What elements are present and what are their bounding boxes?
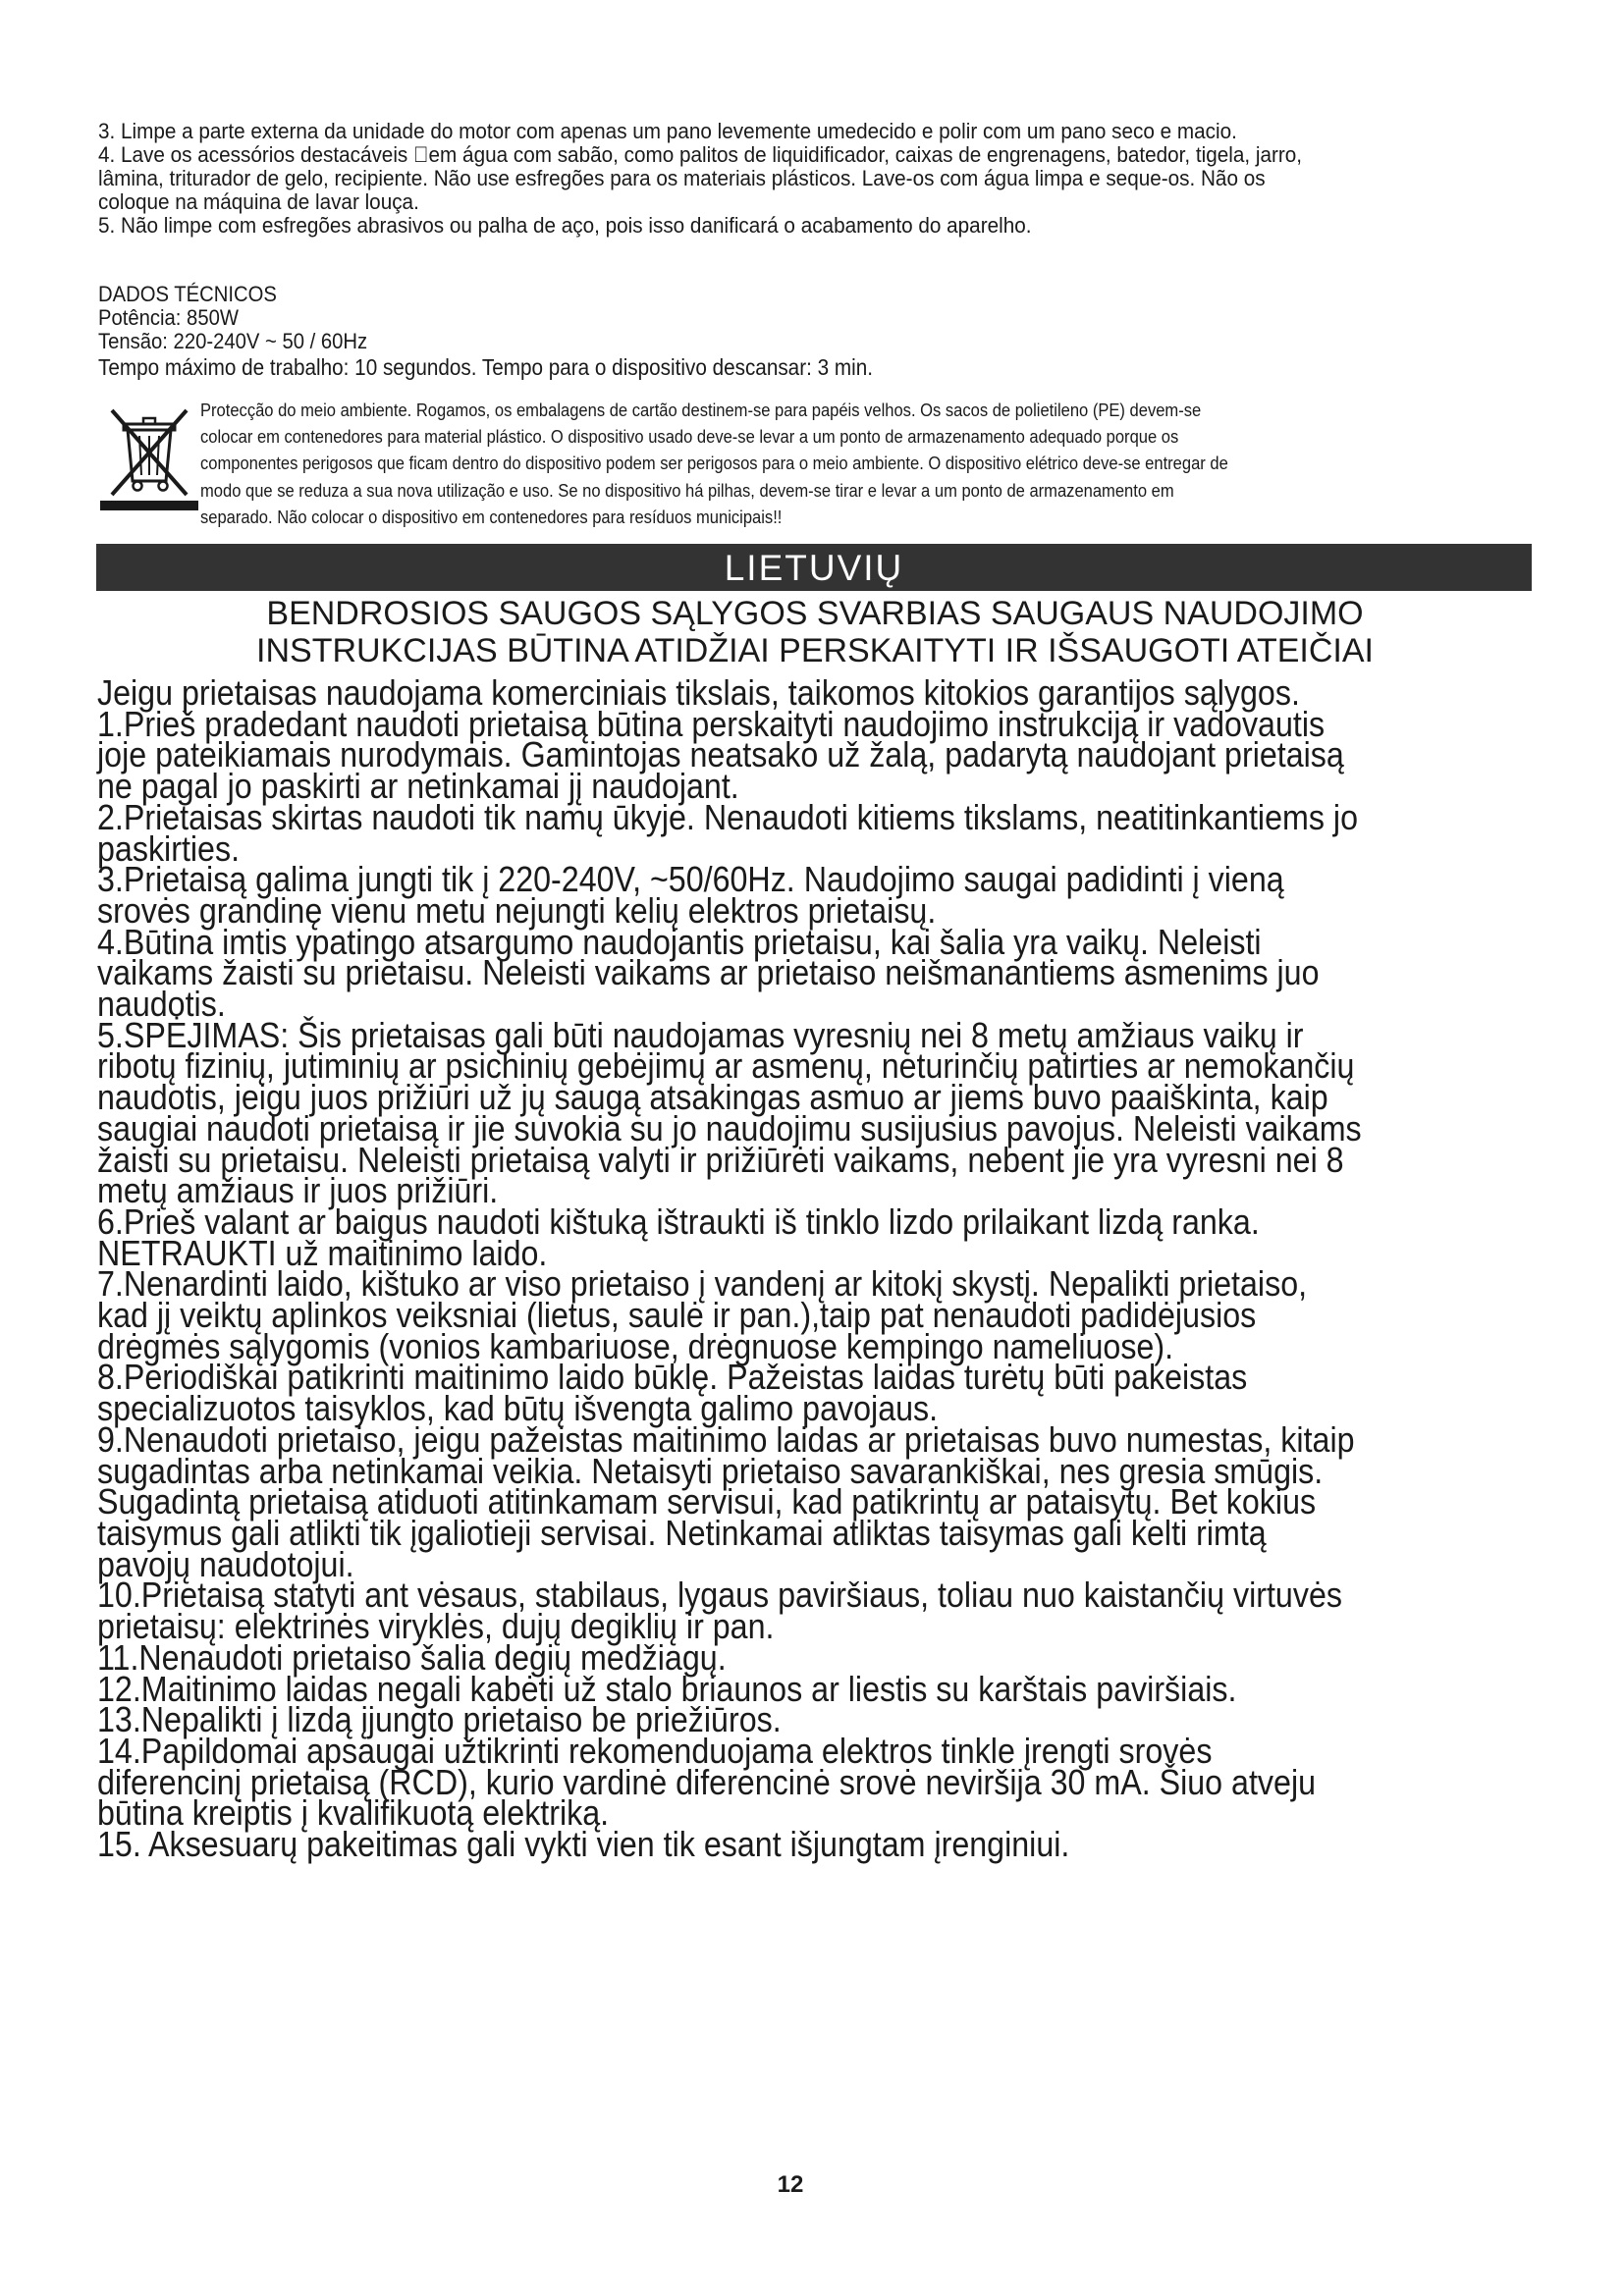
lt-line: pavojų naudotojui. — [97, 1543, 354, 1584]
lt-line: 8.Periodiškai patikrinti maitinimo laido būklę. Pažeistas laidas turėtų būti pakeistas — [97, 1357, 1248, 1398]
lt-line: 2.Prietaisas skirtas naudoti tik namų ūkyje. Nenaudoti kitiems tikslams, neatitinkantiems jo — [97, 796, 1358, 837]
language-banner-label: LIETUVIŲ — [724, 548, 904, 588]
lt-line: naudotis, jeigu juos prižiūri už jų saugą atsakingas asmuo ar jiems buvo paaiškinta, kaip — [97, 1077, 1328, 1118]
lt-line: žaisti su prietaisu. Neleisti prietaisą valyti ir prižiūrėti vaikams, nebent jie yra vyresni nei 8 — [97, 1139, 1344, 1180]
lt-line: ribotų fizinių, jutiminių ar psichinių gebėjimų ar asmenų, neturinčių patirties ar nemokančių — [97, 1045, 1355, 1087]
tech-work-time: Tempo máximo de trabalho: 10 segundos. Tempo para o dispositivo descansar: 3 min. — [98, 354, 873, 380]
lt-line: būtina kreiptis į kvalifikuotą elektriką. — [97, 1792, 610, 1834]
lt-line: kad jį veiktų aplinkos veiksniai (lietus, saulė ir pan.),taip pat nenaudoti padidėjusios — [97, 1295, 1257, 1336]
tech-voltage: Tensão: 220-240V ~ 50 / 60Hz — [98, 329, 368, 353]
lt-line: Jeigu prietaisas naudojama komerciniais tikslais, taikomos kitokios garantijos sąlygos. — [97, 672, 1300, 713]
lt-line: 4.Būtina imtis ypatingo atsargumo naudojantis prietaisu, kai šalia yra vaikų. Neleisti — [97, 921, 1262, 962]
technical-data-section — [98, 283, 1388, 379]
lt-line: ne pagal jo paskirti ar netinkamai jį naudojant. — [97, 766, 739, 807]
lt-line: joje pateikiamais nurodymais. Gamintojas neatsako už žalą, padarytą naudojant prietaisą — [97, 734, 1344, 775]
environment-notice-text — [200, 397, 1493, 530]
lt-line: 7.Nenardinti laido, kištuko ar viso prietaiso į vandenį ar kitokį skystį. Nepalikti prietaiso, — [97, 1263, 1308, 1305]
lt-line: 3.Prietaisą galima jungti tik į 220-240V, ~50/60Hz. Naudojimo saugai padidinti į vieną — [97, 859, 1284, 900]
tech-power: Potência: 850W — [98, 305, 239, 330]
env-line: modo que se reduza a sua nova utilização e uso. Se no dispositivo há pilhas, devem-se tirar e levar a um ponto de armazenamento em — [200, 479, 1174, 501]
crossed-out-wheelie-bin-icon — [98, 397, 200, 512]
env-line: Protecção do meio ambiente. Rogamos, os embalagens de cartão destinem-se para papéis velhos. Os sacos de polietileno (PE) devem-se — [200, 400, 1202, 420]
pt-care-line: lâmina, triturador de gelo, recipiente. Não use esfregões para os materiais plásticos. Lave-os com água limpa e seque-os. Não os — [98, 166, 1266, 190]
pt-care-line: 5. Não limpe com esfregões abrasivos ou palha de aço, pois isso danificará o acabamento do aparelho. — [98, 213, 1032, 238]
language-banner — [96, 544, 1532, 591]
lt-line: specializuotos taisyklos, kad būtų išvengta galimo pavojaus. — [97, 1388, 939, 1429]
lt-line: 11.Nenaudoti prietaiso šalia degių medžiagų. — [97, 1636, 727, 1678]
lt-heading-line: INSTRUKCIJAS BŪTINA ATIDŽIAI PERSKAITYTI IR IŠSAUGOTI ATEIČIAI — [256, 632, 1374, 669]
lt-line: metų amžiaus ir juos prižiūri. — [97, 1170, 499, 1211]
lt-line: 14.Papildomai apsaugai užtikrinti rekomenduojama elektros tinkle įrengti srovės — [97, 1730, 1213, 1771]
lt-line: 15. Aksesuarų pakeitimas gali vykti vien tik esant išjungtam įrenginiui. — [97, 1824, 1070, 1865]
lt-line: 6.Prieš valant ar baigus naudoti kištuką ištraukti iš tinklo lizdo prilaikant lizdą ranka. — [97, 1201, 1260, 1242]
lt-line: 1.Prieš pradedant naudoti prietaisą būtina perskaityti naudojimo instrukciją ir vadovautis — [97, 703, 1326, 744]
lt-heading-line: BENDROSIOS SAUGOS SĄLYGOS SVARBIAS SAUGAUS NAUDOJIMO — [266, 595, 1364, 632]
lt-line: saugiai naudoti prietaisą ir jie suvokia su jo naudojimu susijusius pavojus. Neleisti vaikams — [97, 1107, 1362, 1148]
lt-line: 10.Prietaisą statyti ant vėsaus, stabilaus, lygaus paviršiaus, toliau nuo kaistančių virtuvės — [97, 1575, 1342, 1616]
lt-line: Sugadintą prietaisą atiduoti atitinkamam servisui, kad patikrintų ar pataisytų. Bet kokius — [97, 1481, 1317, 1522]
lt-line: sugadintas arba netinkamai veikia. Netaisyti prietaiso savarankiškai, nes gresia smūgis. — [97, 1450, 1324, 1491]
lt-line: vaikams žaisti su prietaisu. Neleisti vaikams ar prietaiso neišmanantiems asmenims juo — [97, 952, 1320, 993]
lt-line: diferencinį prietaisą (RCD), kurio vardinė diferencinė srovė neviršija 30 mA. Šiuo atveju — [97, 1761, 1317, 1802]
lt-line: 9.Nenaudoti prietaiso, jeigu pažeistas maitinimo laidas ar prietaisas buvo numestas, kitaip — [97, 1418, 1355, 1460]
environment-notice — [98, 397, 1532, 540]
lt-safety-instructions — [97, 672, 1521, 1865]
lt-line: drėgmės sąlygomis (vonios kambariuose, drėgnuose kempingo nameliuose). — [97, 1325, 1174, 1366]
env-line: separado. Não colocar o dispositivo em contenedores para resíduos municipais!! — [200, 506, 783, 527]
lt-safety-heading — [98, 595, 1532, 669]
pt-care-line: coloque na máquina de lavar louça. — [98, 189, 419, 214]
lt-line: prietaisų: elektrinės viryklės, dujų degiklių ir pan. — [97, 1606, 775, 1647]
portuguese-cleaning-section — [98, 120, 1417, 238]
lt-line: 13.Nepalikti į lizdą įjungto prietaiso be priežiūros. — [97, 1699, 782, 1740]
env-line: componentes perigosos que ficam dentro do dispositivo podem ser perigosos para o meio ambiente. O dispositivo elétrico deve-se entregar de — [200, 453, 1228, 474]
pt-care-line: 3. Limpe a parte externa da unidade do motor com apenas um pano levemente umedecido e polir com um pano seco e macio. — [98, 119, 1237, 143]
env-line: colocar em contenedores para material plástico. O dispositivo usado deve-se levar a um ponto de armazenamento adequado porque os — [200, 426, 1179, 448]
pt-care-line: 4. Lave os acessórios destacáveis  em água com sabão, como palitos de liquidificador, caixas de engrenagens, batedor, tigela, jarro, — [98, 142, 1303, 167]
lt-line: 12.Maitinimo laidas negali kabėti už stalo briaunos ar liestis su karštais paviršiais. — [97, 1668, 1237, 1709]
lt-line: taisymus gali atlikti tik įgaliotieji servisai. Netinkamai atliktas taisymas gali kelti rimtą — [97, 1512, 1267, 1553]
lt-line: naudotis. — [97, 984, 226, 1025]
lt-line: paskirties. — [97, 828, 241, 869]
lt-line: NETRAUKTI už maitinimo laido. — [97, 1232, 548, 1273]
page-number: 12 — [777, 2171, 804, 2198]
lt-line: srovės grandinę vienu metu nejungti kelių elektros prietaisų. — [97, 889, 937, 931]
tech-title: DADOS TÉCNICOS — [98, 282, 277, 306]
lt-line: 5.SPĖJIMAS: Šis prietaisas gali būti naudojamas vyresnių nei 8 metų amžiaus vaikų ir — [97, 1014, 1304, 1055]
